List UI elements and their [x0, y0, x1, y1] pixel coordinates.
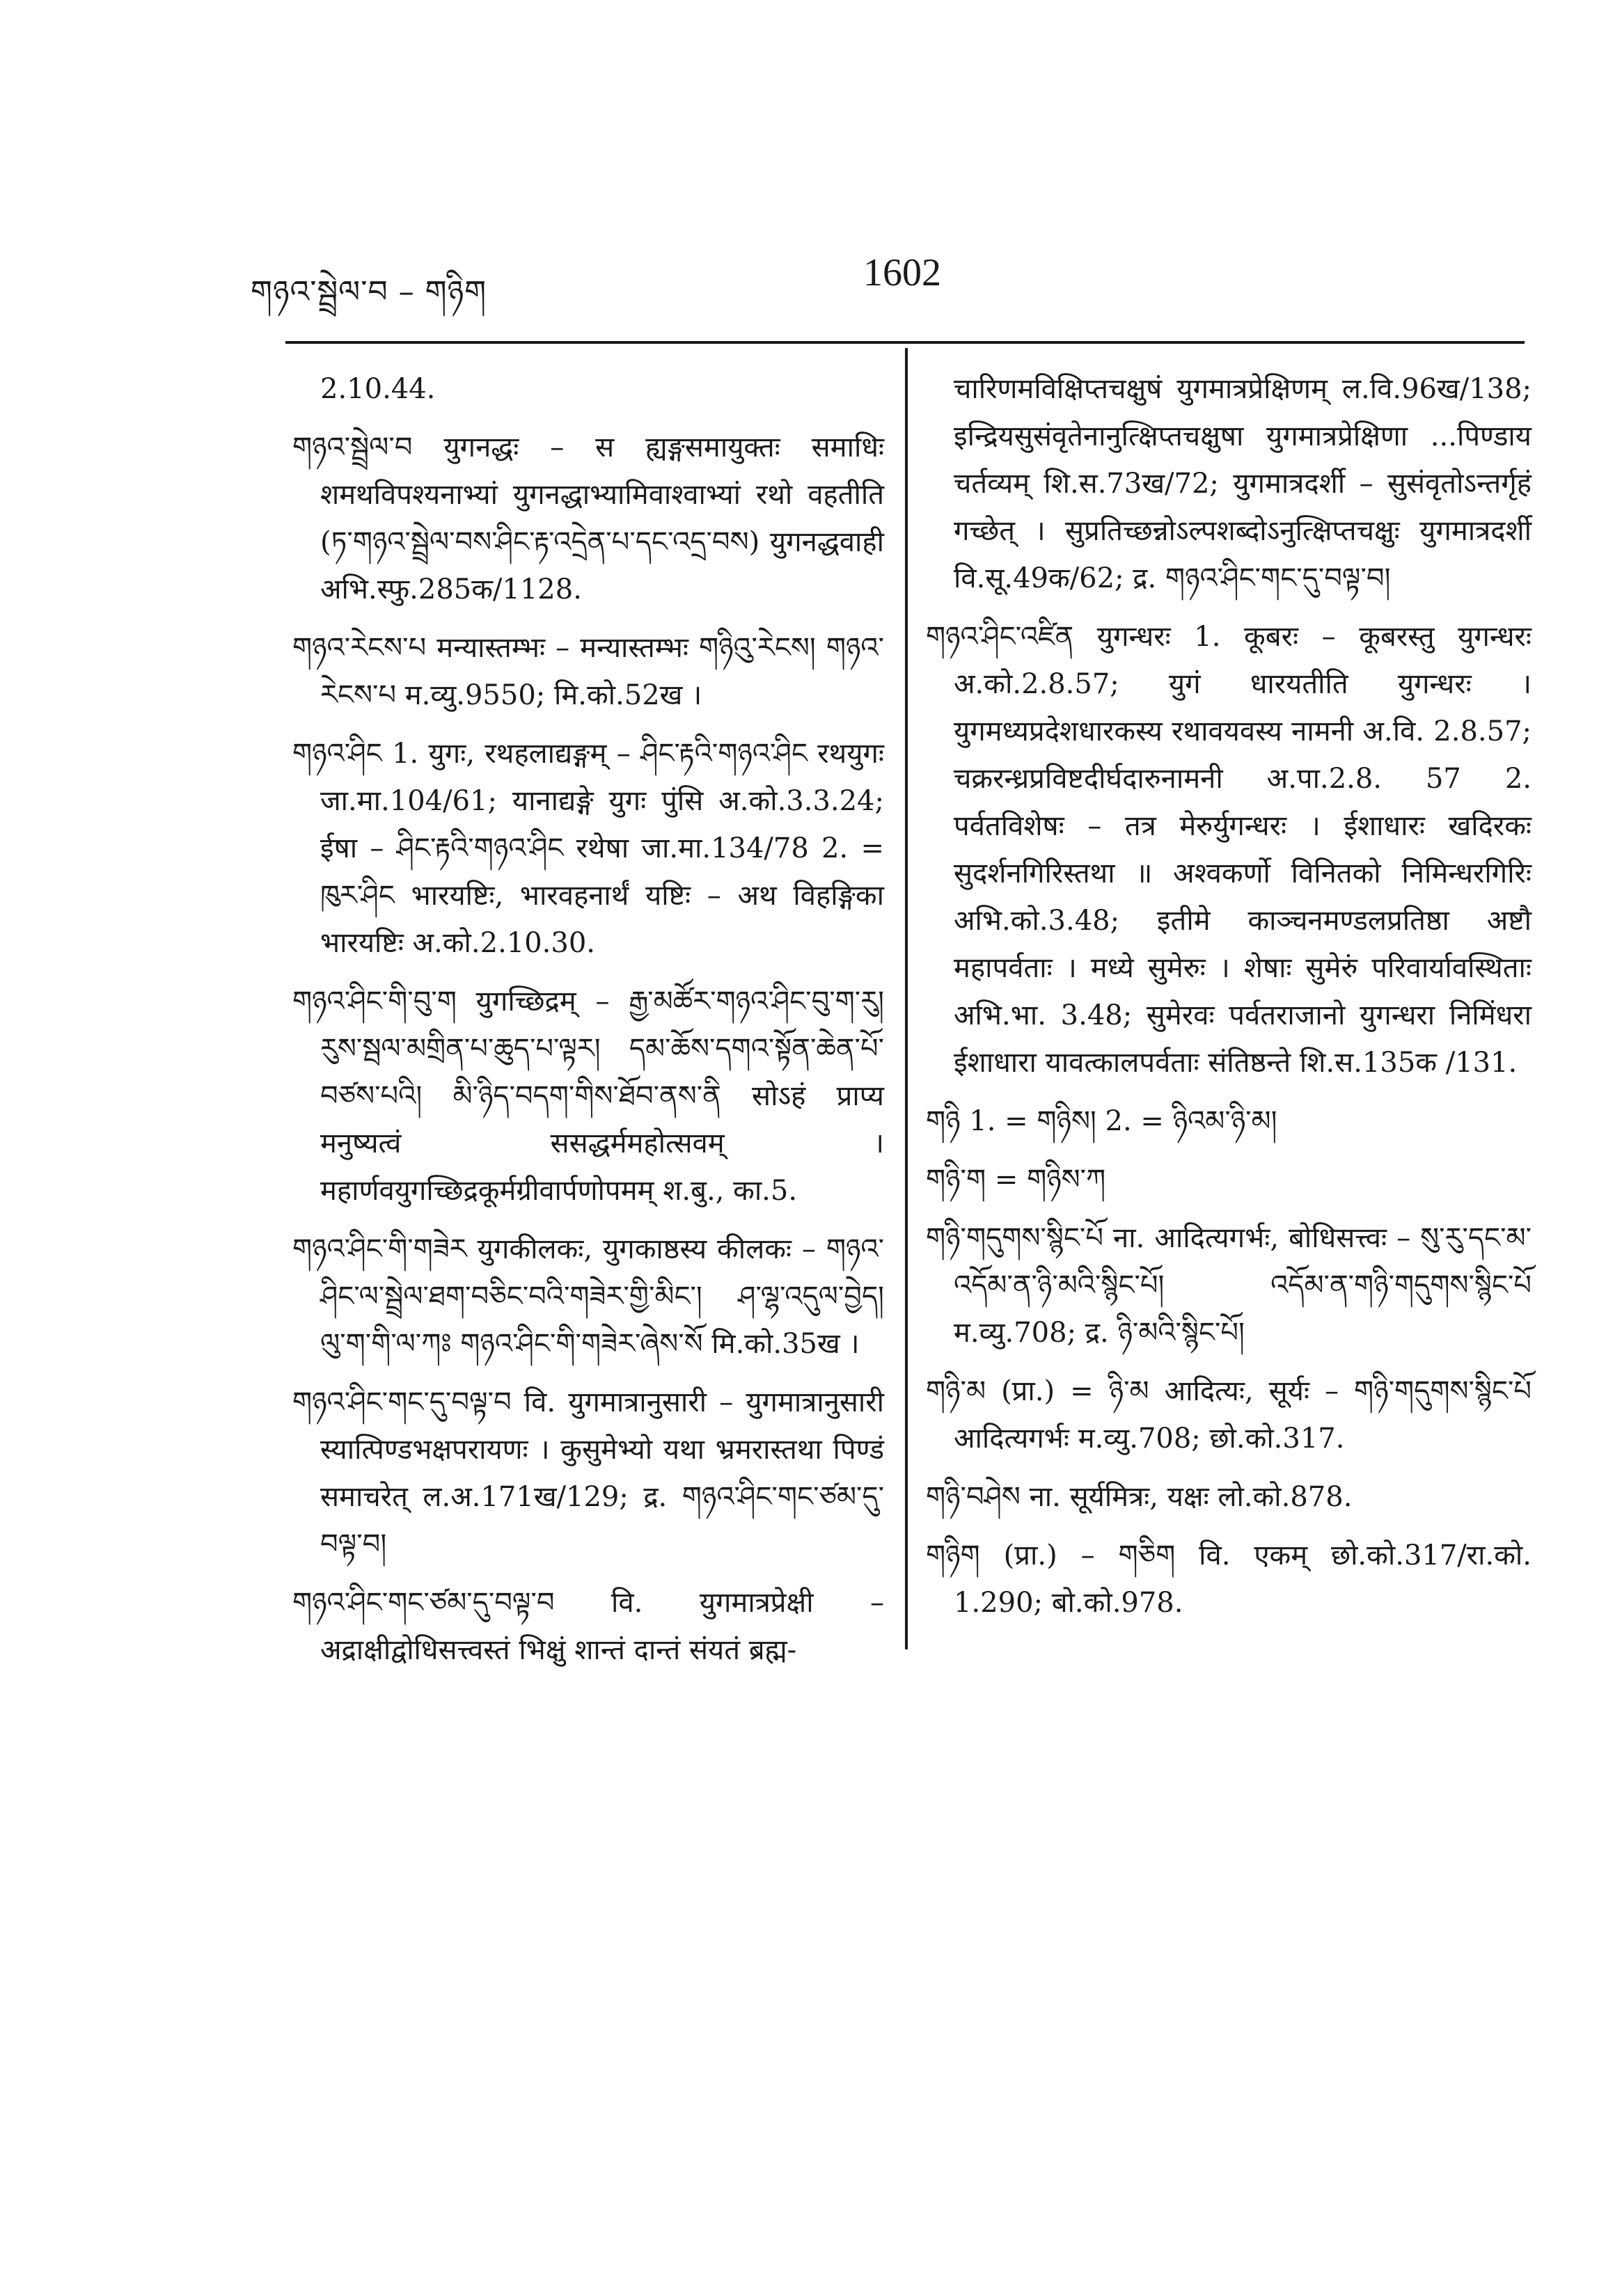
- dictionary-entry: གཉི་བཤེས ना. सूर्यमित्रः, यक्षः लो.को.878.: [926, 1481, 1353, 1513]
- left-column: [292, 365, 884, 1685]
- page-number: 1602: [863, 251, 941, 294]
- dictionary-entry: གཉའ་རེངས་པ मन्यास्तम्भः – मन्यास्तम्भः གཉིའུ་རེངས། གཉའ་རེངས་པ म.व्यु.9550; मि.को.52ख ।: [292, 632, 884, 711]
- header-rule: [285, 341, 1525, 344]
- column-divider: [905, 348, 908, 1649]
- dictionary-entry: གཉའ་ཤིང་འཛིན युगन्धरः 1. कूबरः – कूबरस्तु युगन्धरः अ.को.2.8.57; युगं धारयतीति युगन्धरः । युगमध्यप्रदेशधारकस्य रथावयवस्य नामनी अ.वि. 2.8.57; चक्ररन्ध्रप्रविष्टदीर्घदारुनामनी अ.पा.2.8. 57 2. पर्वतविशेषः – तत्र मेरुर्युगन्धरः । ईशाधारः खदिरकः सुदर्शनगिरिस्तथा ॥ अश्वकर्णो विनितको निमिन्धरगिरिः अभि.को.3.48; इतीमे काञ्चनमण्डलप्रतिष्ठा अष्टौ महापर्वताः । मध्ये सुमेरुः । शेषाः सुमेरुं परिवार्यावस्थिताः अभि.भा. 3.48; सुमेरवः पर्वतराजानो युगन्धरा निमिंधरा ईशाधारा यावत्कालपर्वताः संतिष्ठन्ते शि.स.135क /131.: [926, 621, 1532, 1079]
- dictionary-entry: གཉའ་ཤིང་གང་དུ་བལྟ་བ वि. युगमात्रानुसारी – युगमात्रानुसारी स्यात्पिण्डभक्षपरायणः । कुसुमेभ्यो यथा भ्रमरास्तथा पिण्डं समाचरेत् ल.अ.171ख/129; द्र. གཉའ་ཤིང་གང་ཙམ་དུ་བལྟ་བ།: [292, 1386, 884, 1560]
- dictionary-entry: གཉི་གདུགས་སྙིང་པོ ना. आदित्यगर्भः, बोधिसत्त्वः – སུ་རུ་དང་མ་འདོམ་ན་ཉི་མའི་སྙིང་པོ། འདོམ་ན་གཉི་གདུགས་སྙིང་པོ म.व्यु.708; द्र. ཉི་མའི་སྙིང་པོ།: [926, 1222, 1532, 1349]
- dictionary-entry: གཉའ་སྦྲེལ་བ युगनद्धः – स ह्यङ्गसमायुक्तः समाधिः शमथविपश्यनाभ्यां युगनद्धाभ्यामिवाश्वाभ्यां रथो वहतीति (ཏ་གཉའ་སྦྲེལ་བས་ཤིང་རྟ་འདྲེན་པ་དང་འདྲ་བས) युगनद्धवाही अभि.स्फु.285क/1128.: [292, 432, 884, 605]
- dictionary-entry: चारिणमविक्षिप्तचक्षुषं युगमात्रप्रेक्षिणम् ल.वि.96ख/138; इन्द्रियसुसंवृतेनानुत्क्षिप्तचक्षुषा युगमात्रप्रेक्षिणा ...पिण्डाय चर्तव्यम् शि.स.73ख/72; युगमात्रदर्शी – सुसंवृतोऽन्तर्गृहं गच्छेत् । सुप्रतिच्छन्नोऽल्पशब्दोऽनुत्क्षिप्तचक्षुः युगमात्रदर्शी वि.सू.49क/62; द्र. གཉའ་ཤིང་གང་དུ་བལྟ་བ།: [954, 373, 1532, 594]
- dictionary-entry: གཉི 1. = གཉིས། 2. = ཉིའམ་ཉི་མ།: [926, 1105, 1277, 1137]
- dictionary-entry: གཉའ་ཤིང 1. युगः, रथहलाद्यङ्गम् – ཤིང་རྟའི་གཉའ་ཤིང रथयुगः जा.मा.104/61; यानाद्यङ्गे युगः पुंसि अ.को.3.3.24; ईषा – ཤིང་རྟའི་གཉའ་ཤིང रथेषा जा.मा.134/78 2. = ཁུར་ཤིང भारयष्टिः, भारवहनार्थं यष्टिः – अथ विहङ्गिका भारयष्टिः अ.को.2.10.30.: [292, 738, 884, 959]
- dictionary-entry: གཉི་མ (प्रा.) = ཉི་མ आदित्यः, सूर्यः – གཉི་གདུགས་སྙིང་པོ आदित्यगर्भः म.व्यु.708; छो.को.317.: [926, 1375, 1532, 1455]
- dictionary-entry: 2.10.44.: [320, 373, 436, 405]
- running-head: གཉའ་སྦྲེལ་བ – གཉིག: [251, 274, 487, 310]
- dictionary-entry: གཉའ་ཤིང་གི་གཟེར युगकीलकः, युगकाष्ठस्य कीलकः – གཉའ་ཤིང་ལ་སྦྲེལ་ཐག་བཅིང་བའི་གཟེར་གྱི་མིང་། ཤ་ལྷ་འདུལ་བྱེད། ལུ་ག་གི་ལ་ཀཿ གཉའ་ཤིང་གི་གཟེར་ཞེས་སོ मि.को.35ख ।: [292, 1233, 884, 1360]
- dictionary-entry: གཉའ་ཤིང་གི་བུ་ག युगच्छिद्रम् – རྒྱ་མཚོར་གཉའ་ཤིང་བུ་ག་རུ། རུས་སྦལ་མགྲིན་པ་ཆུད་པ་ལྟར། དམ་ཆོས་དགའ་སྟོན་ཆེན་པོ་བཙས་པའི། མི་ཉིད་བདག་གིས་ཐོབ་ནས་ནི सोऽहं प्राप्य मनुष्यत्वं ससद्धर्ममहोत्सवम् । महार्णवयुगच्छिद्रकूर्मग्रीवार्पणोपमम् श.बु., का.5.: [292, 985, 884, 1207]
- dictionary-entry: གཉའ་ཤིང་གང་ཙམ་དུ་བལྟ་བ वि. युगमात्रप्रेक्षी – अद्राक्षीद्वोधिसत्त्वस्तं भिक्षुं शान्तं दान्तं संयतं ब्रह्म-: [292, 1587, 884, 1666]
- dictionary-entry: གཉིག (प्रा.) – གཅིག वि. एकम् छो.को.317/रा.को. 1.290; बो.को.978.: [926, 1539, 1532, 1619]
- dictionary-entry: གཉི་ག = གཉིས་ཀ: [926, 1164, 1106, 1196]
- right-column: [926, 365, 1532, 1638]
